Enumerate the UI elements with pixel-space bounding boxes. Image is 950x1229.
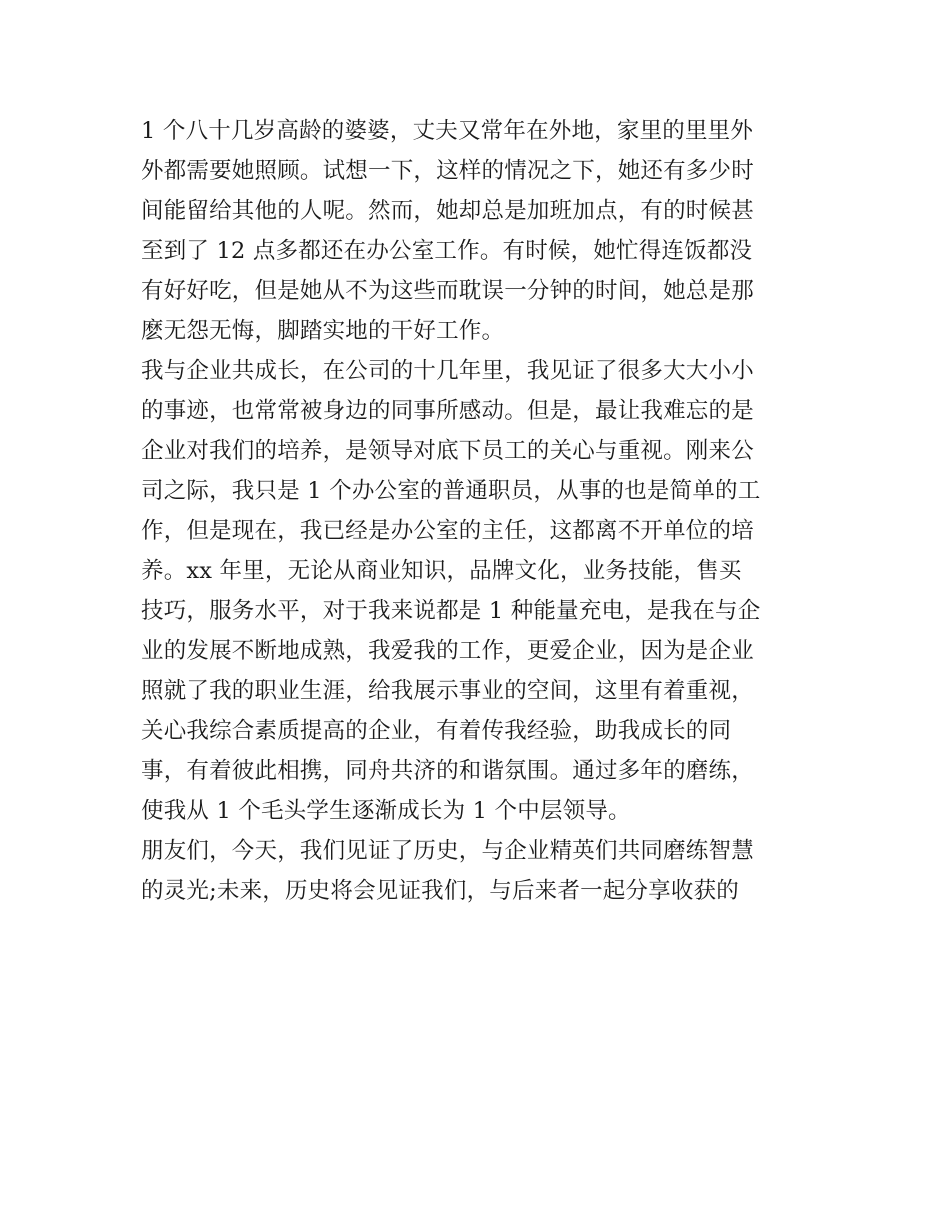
text-line: 业的发展不断地成熟，我爱我的工作，更爱企业，因为是企业 — [141, 638, 754, 664]
text-line: 1 个八十几岁高龄的婆婆，丈夫又常年在外地，家里的里里外 — [141, 118, 754, 144]
text-line: 至到了 12 点多都还在办公室工作。有时候，她忙得连饭都没 — [141, 238, 753, 264]
paragraph — [141, 111, 821, 351]
text-line: 的灵光;未来，历史将会见证我们，与后来者一起分享收获的 — [141, 878, 739, 904]
paragraph — [141, 351, 821, 831]
text-line: 照就了我的职业生涯，给我展示事业的空间，这里有着重视， — [141, 678, 754, 704]
document-body — [141, 111, 821, 911]
text-line: 外都需要她照顾。试想一下，这样的情况之下，她还有多少时 — [141, 158, 754, 184]
text-line: 我与企业共成长，在公司的十几年里，我见证了很多大大小小 — [141, 358, 754, 384]
text-line: 朋友们，今天，我们见证了历史，与企业精英们共同磨练智慧 — [141, 838, 754, 864]
text-line: 养。xx 年里，无论从商业知识，品牌文化，业务技能，售买 — [141, 558, 742, 584]
text-line: 事，有着彼此相携，同舟共济的和谐氛围。通过多年的磨练， — [141, 758, 754, 784]
text-line: 司之际，我只是 1 个办公室的普通职员，从事的也是简单的工 — [141, 478, 761, 504]
text-line: 作，但是现在，我已经是办公室的主任，这都离不开单位的培 — [141, 518, 754, 544]
text-line: 企业对我们的培养，是领导对底下员工的关心与重视。刚来公 — [141, 438, 754, 464]
text-line: 间能留给其他的人呢。然而，她却总是加班加点，有的时候甚 — [141, 198, 754, 224]
text-line: 关心我综合素质提高的企业，有着传我经验，助我成长的同 — [141, 718, 732, 744]
text-line: 使我从 1 个毛头学生逐渐成长为 1 个中层领导。 — [141, 798, 631, 824]
text-line: 麽无怨无悔，脚踏实地的干好工作。 — [141, 318, 505, 344]
text-line: 有好好吃，但是她从不为这些而耽误一分钟的时间，她总是那 — [141, 278, 754, 304]
text-line: 技巧，服务水平，对于我来说都是 1 种能量充电，是我在与企 — [141, 598, 761, 624]
text-line: 的事迹，也常常被身边的同事所感动。但是，最让我难忘的是 — [141, 398, 754, 424]
paragraph — [141, 831, 821, 911]
